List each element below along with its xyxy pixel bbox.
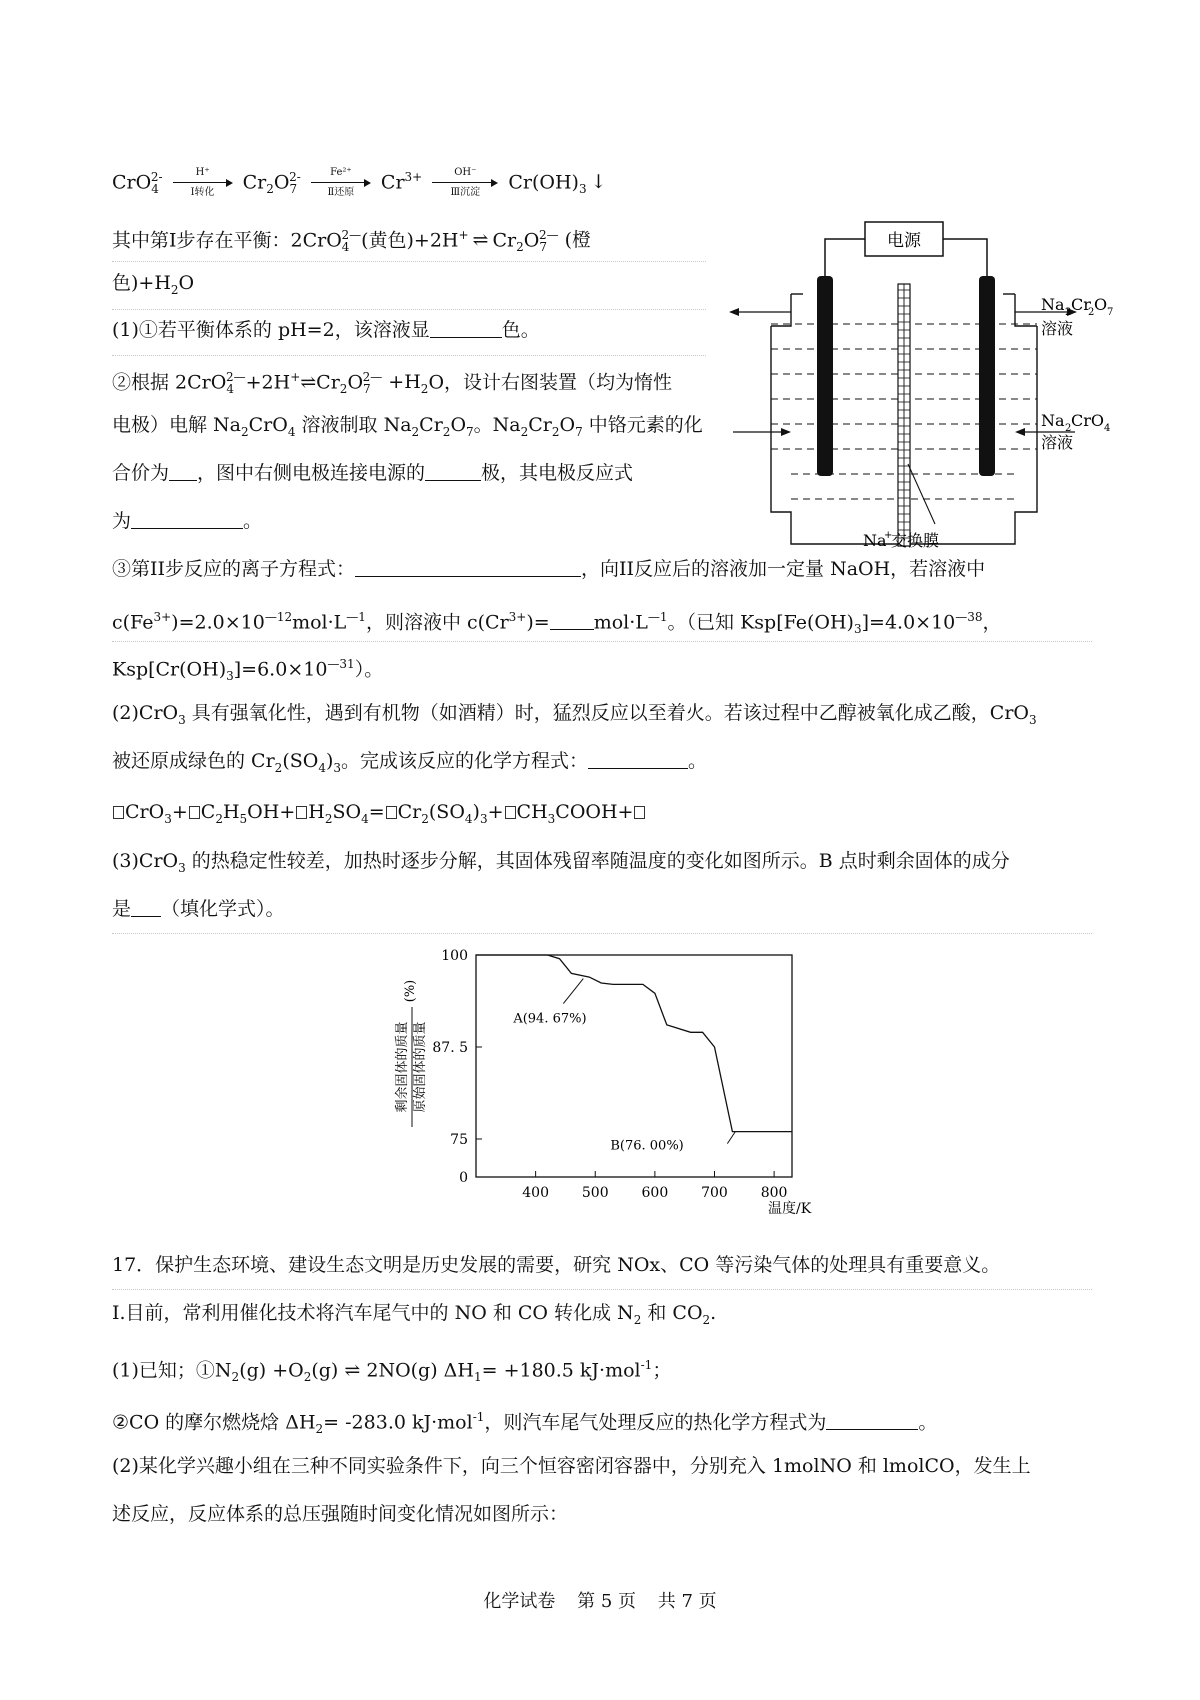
arrow-step-2: Fe²⁺ Ⅱ还原 [311,167,371,199]
annotation-label: A(94. 67%) [513,1011,587,1027]
svg-text:(%): (%) [403,979,418,1003]
svg-text:4: 4 [1104,423,1111,434]
svg-text:2: 2 [1088,307,1095,318]
membrane-label [863,530,939,550]
svg-text:+: + [884,530,893,541]
svg-text:2: 2 [1065,307,1072,318]
arrow-step-1: H⁺ Ⅰ转化 [173,167,233,199]
x-tick-label: 800 [760,1185,788,1201]
left-electrode [817,276,833,476]
question-3-b: 是 （填化学式）。 [112,898,285,920]
reaction-scheme: CrO$_4^{2-}$ H⁺ Ⅰ转化 $Cr_2O_7^{2-}$ Fe²⁺ Ⅱ还原 $Cr^{3+}$ OH⁻ Ⅲ沉淀 $Cr(OH)_3$ ↓ [112,167,607,199]
x-tick-label: 700 [701,1185,728,1201]
equilibrium-line-2: 色)$+H_2O$ [112,272,195,297]
question-2-b: 被还原成绿色的 $Cr_2(SO_4)_3$。完成该反应的化学方程式： 。 [112,750,708,775]
question-1-3a: ③第II步反应的离子方程式： ，向II反应后的溶液加一定量 NaOH，若溶液中 [112,558,986,580]
x-tick-label: 400 [522,1185,549,1201]
y-tick-label: 100 [441,948,468,964]
electrolysis-device-diagram [715,214,1115,554]
svg-text:CrO: CrO [1071,411,1105,430]
svg-text:Na: Na [1041,295,1065,314]
power-label: 电源 [887,231,921,251]
x-tick-label: 500 [581,1185,609,1201]
svg-text:O: O [1094,295,1108,314]
svg-text:原始固体的质量: 原始固体的质量 [413,1021,428,1113]
right-electrode [979,276,995,476]
page-footer [0,1587,1200,1613]
y-axis-label [394,980,428,1127]
series-line [476,955,792,1132]
question-17-2a: (2)某化学兴趣小组在三种不同实验条件下，向三个恒容密闭容器中，分别充入 1molNO 和 lmolCO，发生上 [112,1455,1031,1477]
question-1-2c: 合价为 ，图中右侧电极连接电源的 极，其电极反应式 [112,462,634,484]
svg-text:溶液: 溶液 [1041,433,1074,452]
svg-text:Na: Na [863,531,887,550]
y-tick-label: 87. 5 [432,1040,468,1056]
thermal-decomposition-chart [380,945,840,1225]
annotation-leader [563,979,583,1004]
question-1-2a: ②根据 $2CrO_4^{2—}+2H^+\rightleftharpoons Cr_2O_7^{2—} +H_2O$，设计右图装置（均为惰性 [112,370,673,397]
svg-text:Cr: Cr [1071,295,1091,314]
question-1-3b: $c(Fe^{3+})=2.0\times 10^{—12}mol\cdot L^{—1}$，则溶液中 $c(Cr^{3+})= mol\cdot L^{—1}$。（已知 $Ksp[Fe(OH)_3]=4.0\times 10^{—38}$， [112,610,1002,637]
na2cr2o7-label [1041,295,1113,338]
svg-text:7: 7 [1107,307,1114,318]
svg-text:溶液: 溶液 [1041,319,1074,338]
question-1-2d: 为 。 [112,510,263,532]
x-tick-label: 600 [641,1185,669,1201]
svg-text:交换膜: 交换膜 [891,531,940,550]
y-tick-label: 0 [459,1170,468,1186]
footer-page: 第 5 页 [577,1591,636,1612]
question-17-intro: I.目前，常利用催化技术将汽车尾气中的 NO 和 CO 转化成 $N_2$ 和 $CO_2$. [112,1302,717,1327]
question-1-1: (1)①若平衡体系的 pH=2，该溶液显 色。 [112,319,540,341]
arrow-step-3: OH⁻ Ⅲ沉淀 [432,167,498,199]
question-17-1b: ②CO 的摩尔燃烧焓 $\Delta H_2= -283.0$ kJ·mol$^{-1}$，则汽车尾气处理反应的热化学方程式为 。 [112,1410,938,1437]
equilibrium-line-1: 其中第Ⅰ步存在平衡：2CrO$_4^{2—}$(黄色)+2H+ ⇌ $Cr_2O_7^{2—}$ (橙 [112,228,592,255]
question-17-2b: 述反应，反应体系的总压强随时间变化情况如图所示： [112,1503,569,1525]
question-3-a: (3)CrO$_3$ 的热稳定性较差，加热时逐步分解，其固体残留率随温度的变化如图所示。B 点时剩余固体的成分 [112,850,1010,875]
footer-subject: 化学试卷 [483,1591,556,1612]
svg-text:2: 2 [1065,423,1072,434]
x-axis-label: 温度/K [768,1201,812,1217]
annotation-leader [727,1132,735,1144]
footer-total: 共 7 页 [657,1591,717,1612]
question-17: 17．保护生态环境、建设生态文明是历史发展的需要，研究 NOx、CO 等污染气体的处理具有重要意义。 [112,1254,1001,1276]
question-2-a: (2)CrO$_3$ 具有强氧化性，遇到有机物（如酒精）时，猛烈反应以至着火。若该过程中乙醇被氧化成乙酸，CrO$_3$ [112,702,1037,727]
question-1-3c: $Ksp[Cr(OH)_3]=6.0\times 10^{—31}$）。 [112,657,384,684]
question-1-2b: 电极）电解 $Na_2CrO_4$ 溶液制取 $Na_2Cr_2O_7$。$Na_2Cr_2O_7$ 中铬元素的化 [112,414,703,439]
question-2-equation: $CrO_3+ C_2H_5OH+ H_2SO_4= Cr_2(SO_4)_3+$ $CH_3COOH+$ [112,799,646,832]
question-17-1a: (1)已知；$①N_2(g) +O_2(g)$ ⇌ 2NO(g) $\Delta H_1= +180.5$ kJ·mol$^{-1}$； [112,1358,672,1385]
annotation-label: B(76. 00%) [610,1138,684,1154]
svg-text:Na: Na [1041,411,1065,430]
svg-text:剩余固体的质量: 剩余固体的质量 [395,1021,410,1113]
y-tick-label: 75 [450,1132,468,1148]
